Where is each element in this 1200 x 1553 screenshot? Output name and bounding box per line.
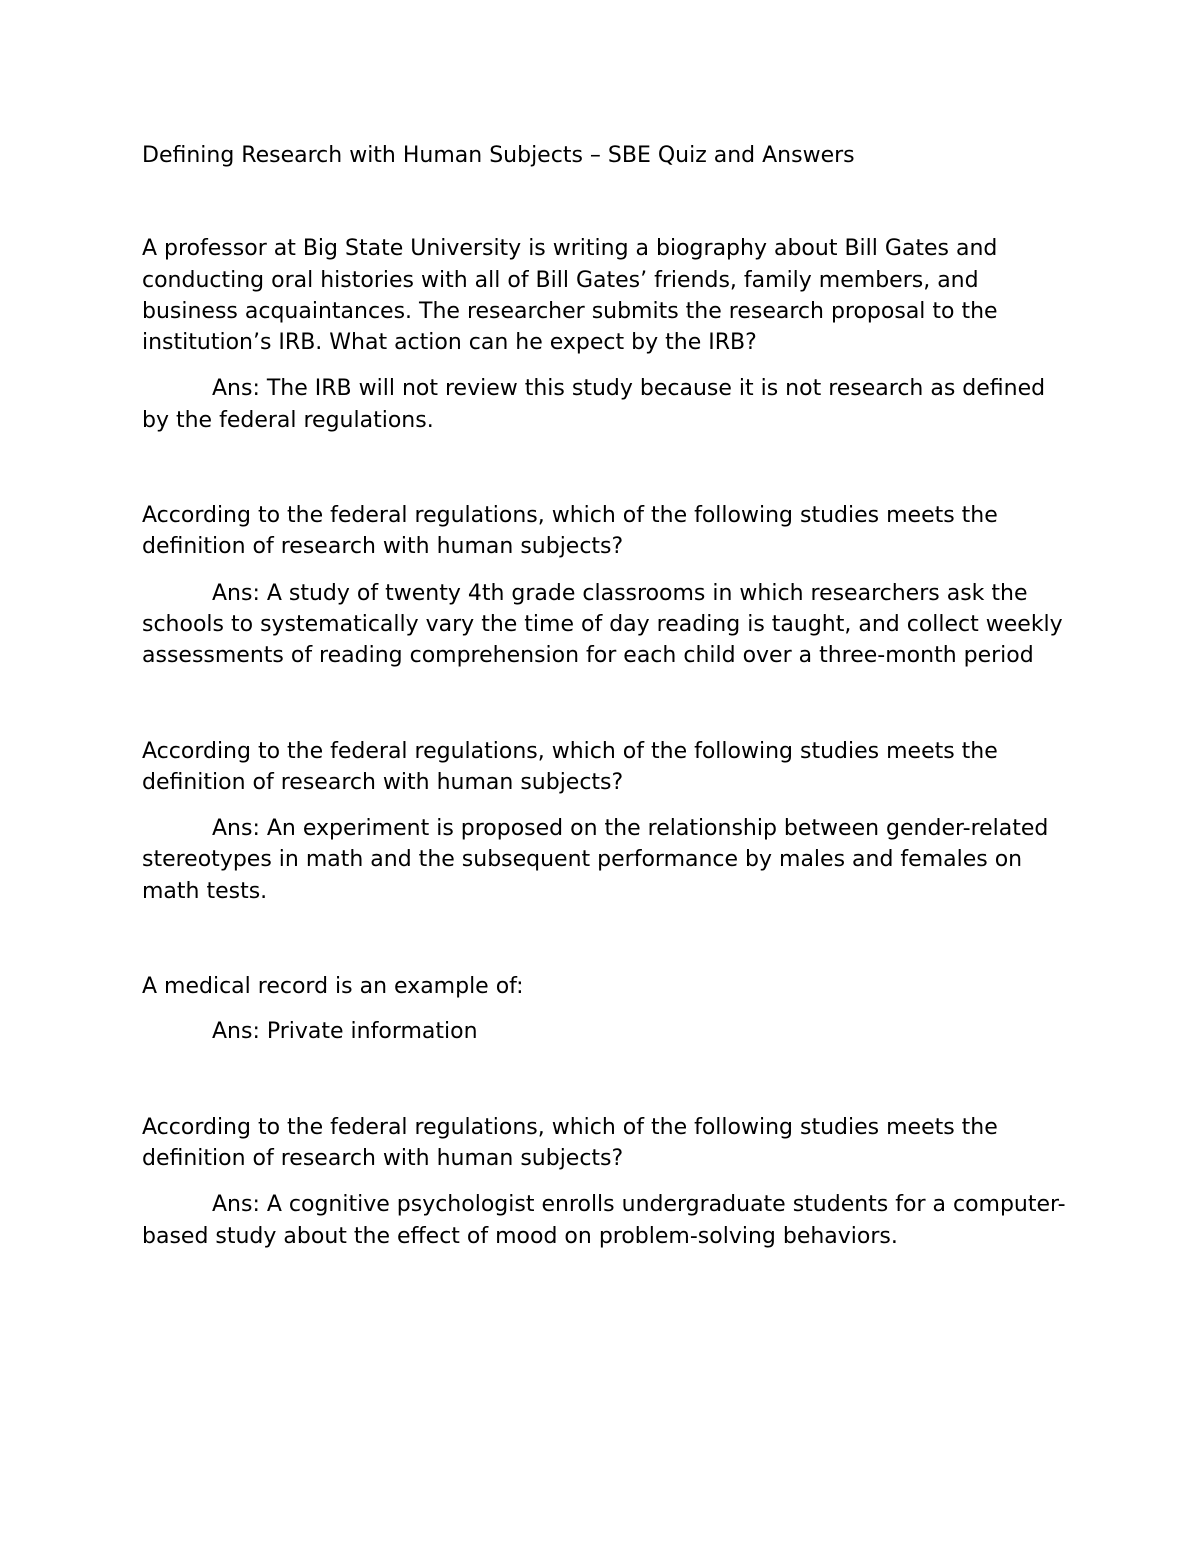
answer-text: Ans: The IRB will not review this study because it is not research as defined by the federal regulations. (142, 376, 1046, 433)
qa-item (142, 233, 1072, 436)
answer-text: Ans: A cognitive psychologist enrolls undergraduate students for a computer-based study about the effect of mood on problem-solving behaviors. (142, 1192, 1066, 1249)
question-text: A professor at Big State University is writing a biography about Bill Gates and conducting oral histories with all of Bill Gates’ friends, family members, and business acquaintances. The researcher submits the research proposal to the institution’s IRB. What action can he expect by the IRB? (142, 236, 998, 356)
answer-text: Ans: An experiment is proposed on the relationship between gender-related stereotypes in math and the subsequent performance by males and females on math tests. (142, 816, 1049, 904)
document-body (142, 140, 1072, 1252)
question-text: According to the federal regulations, which of the following studies meets the definition of research with human subjects? (142, 1114, 998, 1171)
qa-item (142, 736, 1072, 907)
question-text: A medical record is an example of: (142, 974, 524, 1000)
document-title: Defining Research with Human Subjects – SBE Quiz and Answers (142, 143, 855, 168)
answer-text: Ans: A study of twenty 4th grade classrooms in which researchers ask the schools to systematically vary the time of day reading is taught, and collect weekly assessments of reading comprehension for each child over a three-month period (142, 580, 1063, 669)
qa-item (142, 500, 1072, 671)
question-text: According to the federal regulations, which of the following studies meets the definition of research with human subjects? (142, 503, 998, 560)
qa-item (142, 1112, 1072, 1252)
answer-text: Ans: Private information (212, 1019, 478, 1045)
qa-item (142, 971, 1072, 1048)
question-text: According to the federal regulations, which of the following studies meets the definition of research with human subjects? (142, 738, 998, 795)
